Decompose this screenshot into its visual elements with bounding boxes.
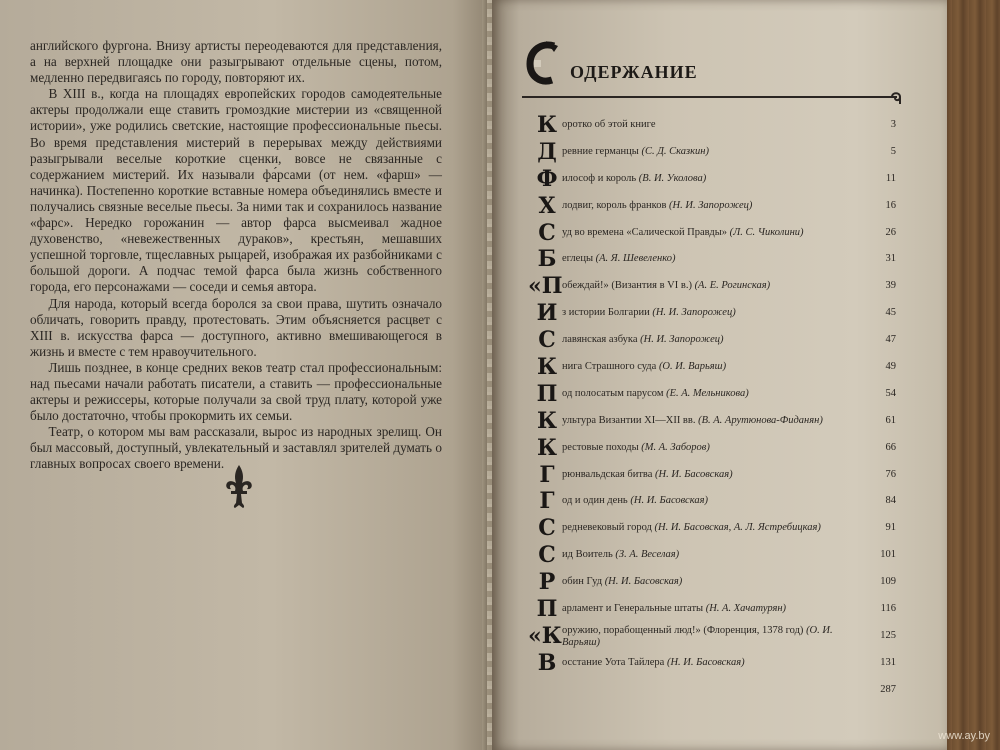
- toc-entry-text: од и один день: [562, 495, 631, 507]
- toc-entry-title: [562, 522, 866, 533]
- toc-entry: [528, 542, 896, 569]
- toc-entry-title: [562, 173, 866, 184]
- toc-entry-author: (В. И. Уколова): [638, 172, 707, 184]
- left-page: [0, 0, 492, 750]
- toc-entry-author: (О. И. Варьяш): [562, 624, 833, 648]
- paragraph: Лишь позднее, в конце средних веков театр стал профессиональным: над пьесами начали работать писатели, а ставить — профессиональные актеры и режиссеры, которые получали за свой труд плату, которой уже было достаточно, чтобы прокормить их семьи.: [30, 359, 442, 424]
- toc-entry-title: [562, 361, 866, 372]
- toc-page-number: 131: [880, 656, 896, 668]
- toc-entry: [528, 569, 896, 596]
- toc-initial-letter: С: [538, 515, 556, 542]
- toc-entry-text: обеждай!» (Византия в VI в.): [562, 280, 695, 292]
- toc-page-number: 116: [880, 603, 896, 615]
- toc-entry-text: лодвиг, король франков: [562, 199, 670, 211]
- toc-initial-letter: «К: [528, 622, 562, 649]
- watermark: www.ay.by: [938, 730, 990, 742]
- toc-entry: [528, 220, 896, 247]
- toc-page-number: 26: [885, 226, 896, 238]
- toc-page-number: 76: [885, 468, 896, 480]
- toc-entry-title: [562, 334, 866, 345]
- toc-initial-letter: К: [536, 354, 557, 381]
- toc-entry: [528, 435, 896, 462]
- toc-page-number: 3: [890, 119, 896, 130]
- toc-entry-text: ид Воитель: [562, 549, 616, 561]
- toc-entry-author: (М. А. Заборов): [641, 441, 710, 453]
- toc-page-number: 16: [885, 199, 896, 211]
- toc-page-number: 125: [880, 629, 896, 641]
- toc-page-number: 54: [885, 387, 896, 399]
- toc-entry-author: (Н. И. Запорожец): [652, 307, 736, 319]
- toc-entry: [528, 408, 896, 435]
- toc-entry-title: [562, 146, 866, 157]
- toc-initial-letter: Ф: [536, 165, 558, 192]
- toc-entry-text: ревние германцы: [562, 145, 642, 157]
- toc-entry: [528, 515, 896, 542]
- toc-page-number: 39: [885, 280, 896, 292]
- toc-entry: [528, 623, 896, 650]
- toc-entry: [528, 596, 896, 623]
- toc-page-number: 47: [885, 334, 896, 346]
- toc-page-number: 49: [885, 361, 896, 373]
- toc-page-number: 101: [880, 549, 896, 561]
- toc-entry-author: (А. Е. Рогинская): [694, 280, 771, 292]
- toc-page-number: 91: [885, 522, 896, 534]
- toc-entry-title: [562, 253, 866, 264]
- toc-initial-letter: К: [536, 112, 557, 138]
- toc-initial-letter: Х: [538, 192, 556, 219]
- toc-initial-letter: Д: [537, 138, 557, 165]
- toc-initial-letter: Г: [539, 488, 555, 515]
- toc-entry-author: (Н. А. Хачатурян): [705, 603, 787, 615]
- toc-entry-author: (Н. И. Басовская): [655, 468, 733, 480]
- toc-entry-title: [562, 549, 866, 560]
- toc-trailing-row: [528, 677, 896, 704]
- toc-entry-text: оружию, порабощенный люд!» (Флоренция, 1378 год): [562, 624, 807, 636]
- toc-entry-author: (Е. А. Мельникова): [666, 387, 749, 399]
- toc-entry-text: илософ и король: [562, 172, 639, 184]
- toc-entry-author: (С. Д. Сказкин): [641, 145, 710, 157]
- toc-entry-title: [562, 625, 866, 649]
- toc-entry: [528, 139, 896, 166]
- paragraph: Для народа, который всегда боролся за свои права, шутить означало обличать, говорить правду, протестовать. Этим объясняется расцвет с XIII в. искусства фарса — доступного, активно вмешивающегося в жизнь и вместе с тем нравоучительного.: [30, 295, 442, 359]
- toc-entry-text: од полосатым парусом: [562, 387, 667, 399]
- toc-entry-author: (Н. И. Запорожец): [640, 334, 724, 346]
- toc-initial-letter: С: [538, 327, 556, 354]
- toc-page-number: 66: [885, 441, 896, 453]
- toc-entry: [528, 650, 896, 677]
- toc-entry-title: [562, 657, 866, 668]
- toc-initial-letter: К: [536, 407, 557, 434]
- toc-initial-letter: Г: [539, 461, 555, 488]
- toc-entry: [528, 193, 896, 220]
- toc-entry-author: (Л. С. Чиколини): [729, 226, 804, 238]
- toc-entry: [528, 166, 896, 193]
- toc-page-number: 5: [890, 145, 896, 157]
- toc-entry-text: оротко об этой книге: [562, 119, 656, 130]
- toc-page-number: 31: [885, 253, 896, 265]
- toc-entry-title: [562, 200, 866, 211]
- toc-entry-author: (Н. И. Басовская): [630, 495, 708, 507]
- toc-entry-title: [562, 307, 866, 318]
- toc-entry: [528, 246, 896, 273]
- toc-entry-title: [562, 469, 866, 480]
- toc-page-number: 287: [880, 683, 896, 695]
- toc-entry: [528, 354, 896, 381]
- fleur-de-lis-icon: [223, 463, 255, 509]
- toc-entry-text: рюнвальдская битва: [562, 468, 656, 480]
- toc-entry-text: уд во времена «Салической Правды»: [562, 226, 730, 238]
- toc-entry-text: лавянская азбука: [562, 334, 641, 346]
- toc-entry-text: обин Гуд: [562, 576, 605, 588]
- toc-initial-letter: С: [538, 542, 556, 569]
- toc-initial-letter: Р: [538, 569, 556, 596]
- toc-entry-text: редневековый город: [562, 522, 655, 534]
- toc-entry-title: [562, 495, 866, 506]
- toc-entry-author: (Н. И. Запорожец): [669, 199, 753, 211]
- toc-entry-title: [562, 227, 866, 238]
- toc-entry-title: [562, 576, 866, 587]
- toc-entry-title: [562, 388, 866, 399]
- toc-entry-author: (Н. И. Басовская): [604, 576, 683, 588]
- paragraph: английского фургона. Внизу артисты переодеваются для представления, а на верхней площадке они разыгрывают отдельные сцены, потом, медленно передвигаясь по городу, повторяют их.: [30, 38, 442, 86]
- toc-page-number: 109: [880, 576, 896, 588]
- toc-page-number: 84: [885, 495, 896, 507]
- toc-entry: [528, 488, 896, 515]
- toc-entry-author: (О. И. Варьяш): [658, 361, 727, 373]
- toc-initial-letter: В: [537, 649, 557, 676]
- toc-initial-letter: П: [536, 380, 558, 407]
- toc-entry-title: [562, 442, 866, 453]
- toc-entry-author: (З. А. Веселая): [615, 549, 680, 561]
- toc-entry: [528, 273, 896, 300]
- paragraph: Театр, о котором мы вам рассказали, вырос из народных зрелищ. Он был массовый, доступный, увлекательный и заставлял зрителей думать о главных вопросах своего времени.: [30, 424, 442, 472]
- toc-entry-text: осстание Уота Тайлера: [562, 656, 667, 668]
- toc-entry-title: [562, 415, 866, 426]
- toc-entry: [528, 327, 896, 354]
- toc-entry: [528, 381, 896, 408]
- toc-entry-text: з истории Болгарии: [562, 307, 653, 319]
- toc-entry-text: ультура Византии XI—XII вв.: [562, 414, 699, 426]
- toc-entry-text: нига Страшного суда: [562, 361, 659, 373]
- toc-entry: [528, 112, 896, 139]
- toc-page-number: 61: [885, 414, 896, 426]
- toc-entry-text: еглецы: [562, 253, 596, 265]
- toc-initial-letter: К: [536, 434, 557, 461]
- heading-rule: [522, 96, 897, 98]
- left-page-text: [30, 38, 442, 473]
- toc-initial-letter: Б: [537, 246, 557, 273]
- toc-entry-text: арламент и Генеральные штаты: [562, 603, 706, 615]
- toc-entry-author: (Н. И. Басовская): [666, 656, 745, 668]
- toc-entry-author: (Н. И. Басовская, А. Л. Ястребицкая): [654, 522, 821, 534]
- toc-page-number: 11: [885, 172, 896, 184]
- toc-entry-text: рестовые походы: [562, 441, 642, 453]
- toc-initial-letter: И: [536, 300, 558, 327]
- toc-initial-letter: С: [538, 219, 556, 246]
- toc-page-number: 45: [885, 307, 896, 319]
- toc-entry: [528, 462, 896, 489]
- ornament-curl-icon: [890, 91, 902, 105]
- toc-initial-letter: «П: [528, 273, 563, 300]
- toc-entry-author: (А. Я. Шевеленко): [595, 253, 676, 265]
- toc-initial-letter: П: [536, 596, 558, 623]
- toc-heading: ОДЕРЖАНИЕ: [570, 62, 698, 82]
- table-of-contents: [528, 112, 896, 704]
- toc-entry-title: [562, 280, 866, 291]
- toc-entry-title: [562, 119, 866, 130]
- toc-entry-author: (В. А. Арутюнова-Фиданян): [698, 414, 823, 426]
- paragraph: В XIII в., когда на площадях европейских городов самодеятельные актеры продолжали еще ставить громоздкие мистерии из «священной истории», уже родились светские, настоящие профессиональные пьесы. Во время представления мистерий в перерывах между действиями разыгрывали веселые короткие сценки, вовсе не связанные с содержанием мистерий. Их называли фа́рсами (от нем. «фарш» — начинка). Постепенно короткие вставные номера объединялись вместе и получались связные веселые пьесы. За ними так и сохранилось название «фарс». Нередко горожанин — автор фарса высмеивал жадное духовенство, «невежественных дураков», крестьян, мешавших успешной торговле, тщеславных рыцарей, изображая их разбойниками с большой дороги. А подчас темой фарса была жизнь собственного города, его персонажами — соседи и семья автора.: [30, 86, 442, 295]
- toc-entry: [528, 300, 896, 327]
- toc-entry-title: [562, 603, 866, 614]
